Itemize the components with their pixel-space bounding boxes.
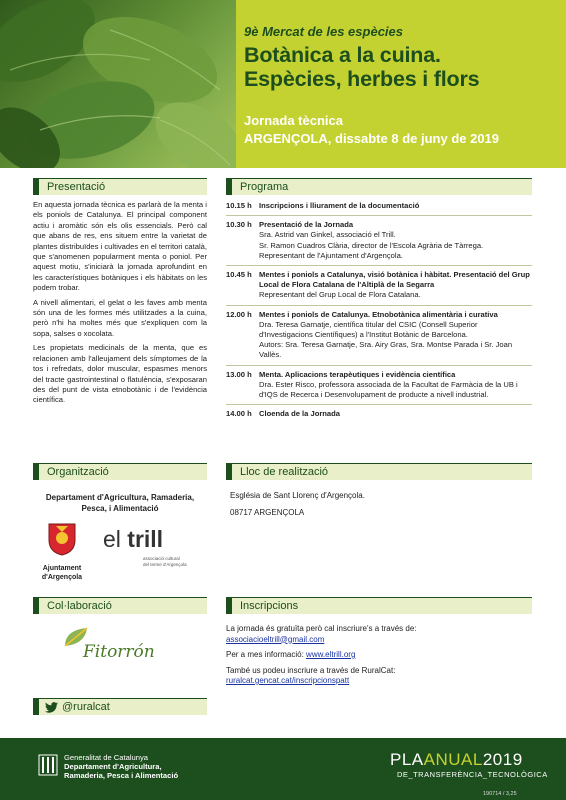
programa-section [226, 178, 532, 423]
lloc-section [226, 463, 532, 524]
el-trill-logo: el trill [103, 526, 164, 552]
programa-detail: Representant del Grup Local de Flora Catalana. [259, 290, 421, 300]
reference-code: 190714 / 3,25 [483, 791, 517, 797]
programa-title: Mentes i poniols a Catalunya, visió botànica i hàbitat. Presentació del Grup Local de Flora Catalana de l'Altiplà de la Segarra [259, 270, 530, 290]
programa-detail: Representant de l'Ajuntament d'Argençola. [259, 250, 403, 260]
mint-leaves-photo [0, 0, 236, 168]
programa-item [226, 216, 532, 266]
twitter-section [33, 698, 207, 715]
generalitat-emblem-icon [38, 754, 58, 776]
pla-anual-subtitle: DE_TRANSFERÈNCIA_TECNOLÒGICA [397, 770, 548, 779]
venue-postcode: 08717 ARGENÇOLA [230, 508, 305, 517]
inscripcions-section [226, 597, 532, 692]
programa-detail: Autors: Sra. Teresa Garnatje, Sra. Airy Gras, Sra. Montse Parada i Sr. Joan Vallès. [259, 340, 513, 360]
programa-detail: Sr. Ramon Cuadros Clària, director de l'Escola Agrària de Tàrrega. [259, 240, 484, 250]
organitzacio-heading: Organització [33, 463, 207, 480]
inscripcions-body [226, 624, 532, 687]
programa-time: 13.00 h [226, 369, 252, 379]
presentacio-paragraph: Les propietats medicinals de la menta, que es relacionen amb l'alleujament dels símptomes de la tos i refredats, dolor muscular, espasmes menors del tracte gastrointestinal o flatulència, s'exposaran des del punt de vista etnobotànic i de l'evidència científica. [33, 343, 207, 405]
ruralcat-text: També us podeu inscriure a través de RuralCat: [226, 665, 396, 675]
programa-heading: Programa [226, 178, 532, 195]
twitter-handle: @ruralcat [62, 701, 110, 713]
edition-label: 9è Mercat de les espècies [244, 24, 403, 39]
organitzacio-section [33, 463, 207, 594]
programa-detail: Dra. Ester Risco, professora associada de la Facultat de Farmàcia de la UB i d'IQS de Recerca i Desenvolupament de producte a nivell industrial. [259, 379, 518, 400]
inscripcions-heading: Inscripcions [226, 597, 532, 614]
heading-marker [226, 464, 232, 480]
programa-item [226, 366, 532, 406]
organizer-logos [33, 522, 207, 594]
programa-time: 14.00 h [226, 409, 252, 419]
argencola-shield-icon [47, 522, 77, 556]
programa-time: 10.45 h [226, 270, 252, 280]
generalitat-text: Generalitat de Catalunya Departament d'Agricultura, Ramaderia, Pesca i Alimentació [64, 753, 179, 780]
venue-name: Església de Sant Llorenç d'Argençola. [230, 491, 365, 500]
programa-detail: Sra. Astrid van Ginkel, associació el Trill. [259, 230, 396, 240]
ruralcat-link[interactable]: ruralcat.gencat.cat/inscripcionspatt [226, 676, 350, 685]
web-link[interactable]: www.eltrill.org [306, 650, 356, 659]
programa-item [226, 306, 532, 366]
pla-anual-logo: PLAANUAL2019 [390, 750, 523, 769]
presentacio-heading: Presentació [33, 178, 207, 195]
heading-marker [33, 464, 39, 480]
collaboracio-section [33, 597, 207, 674]
programa-item [226, 197, 532, 216]
programa-list [226, 197, 532, 423]
programa-time: 10.15 h [226, 201, 252, 210]
heading-marker [33, 699, 39, 715]
event-type: Jornada tècnica [244, 113, 343, 128]
header-text [244, 24, 560, 146]
programa-title: Cloenda de la Jornada [259, 409, 341, 419]
programa-title: Presentació de la Jornada [259, 220, 354, 230]
presentacio-section [33, 178, 207, 410]
lloc-address [226, 490, 532, 518]
heading-marker [226, 179, 232, 195]
collaboracio-heading: Col·laboració [33, 597, 207, 614]
programa-title: Mentes i poniols de Catalunya. Etnobotànica alimentària i curativa [259, 309, 498, 319]
footer [0, 738, 566, 800]
presentacio-body [33, 200, 207, 406]
email-link[interactable]: associacioeltrill@gmail.com [226, 634, 325, 644]
event-place-date: ARGENÇOLA, dissabte 8 de juny de 2019 [244, 131, 500, 146]
page-title-line2: Espècies, herbes i flors [244, 67, 480, 91]
fitorron-logo: Fitorrón [33, 624, 207, 674]
department-name: Departament d'Agricultura, Ramaderia, Pesca, i Alimentació [45, 493, 195, 513]
twitter-bird-icon [45, 702, 58, 713]
header-banner [0, 0, 566, 168]
info-text: Per a mes informació: [226, 650, 304, 659]
programa-time: 10.30 h [226, 220, 252, 230]
ajuntament-label: Ajuntament d'Argençola [41, 565, 83, 581]
lloc-heading: Lloc de realització [226, 463, 532, 480]
inscripcions-free-text: La jornada és gratuïta però cal inscriure's a través de: [226, 624, 417, 633]
programa-title: Inscripcions i lliurament de la documentació [259, 201, 420, 210]
presentacio-paragraph: A nivell alimentari, el gelat o les faves amb menta són una de les formes més utilitzades a la cuina, però n'hi ha moltes més que s'expliquen com la sopa, salses o xocolata. [33, 297, 207, 338]
programa-item [226, 405, 532, 423]
heading-marker [33, 179, 39, 195]
heading-marker [226, 598, 232, 614]
programa-item [226, 266, 532, 306]
el-trill-subtitle: associació cultural del terme d'Argençola [143, 556, 187, 567]
programa-time: 12.00 h [226, 309, 252, 319]
heading-marker [33, 598, 39, 614]
page-title-line1: Botànica a la cuina. [244, 43, 441, 67]
twitter-handle-bar[interactable] [33, 698, 207, 715]
programa-title: Menta. Aplicacions terapèutiques i evidència científica [259, 369, 456, 379]
programa-detail: Dra. Teresa Garnatje, científica titular del CSIC (Consell Superior d'Investigacions Científiques) a l'Institut Botànic de Barcelona. [259, 319, 478, 340]
presentacio-paragraph: En aquesta jornada tècnica es parlarà de la menta i els poniols de Catalunya. El principal component actiu i aromàtic són els olis essencials. Però cal que abans de res, ens situem entre la varietat de plantes distribuïdes i cultivades en el territori català, que s'anomenen popularment menta o poniol. Per aquest motiu, s'iniciarà la jornada aprofundint en les característiques botàniques i els hàbitats on les podem trobar. [33, 200, 207, 293]
